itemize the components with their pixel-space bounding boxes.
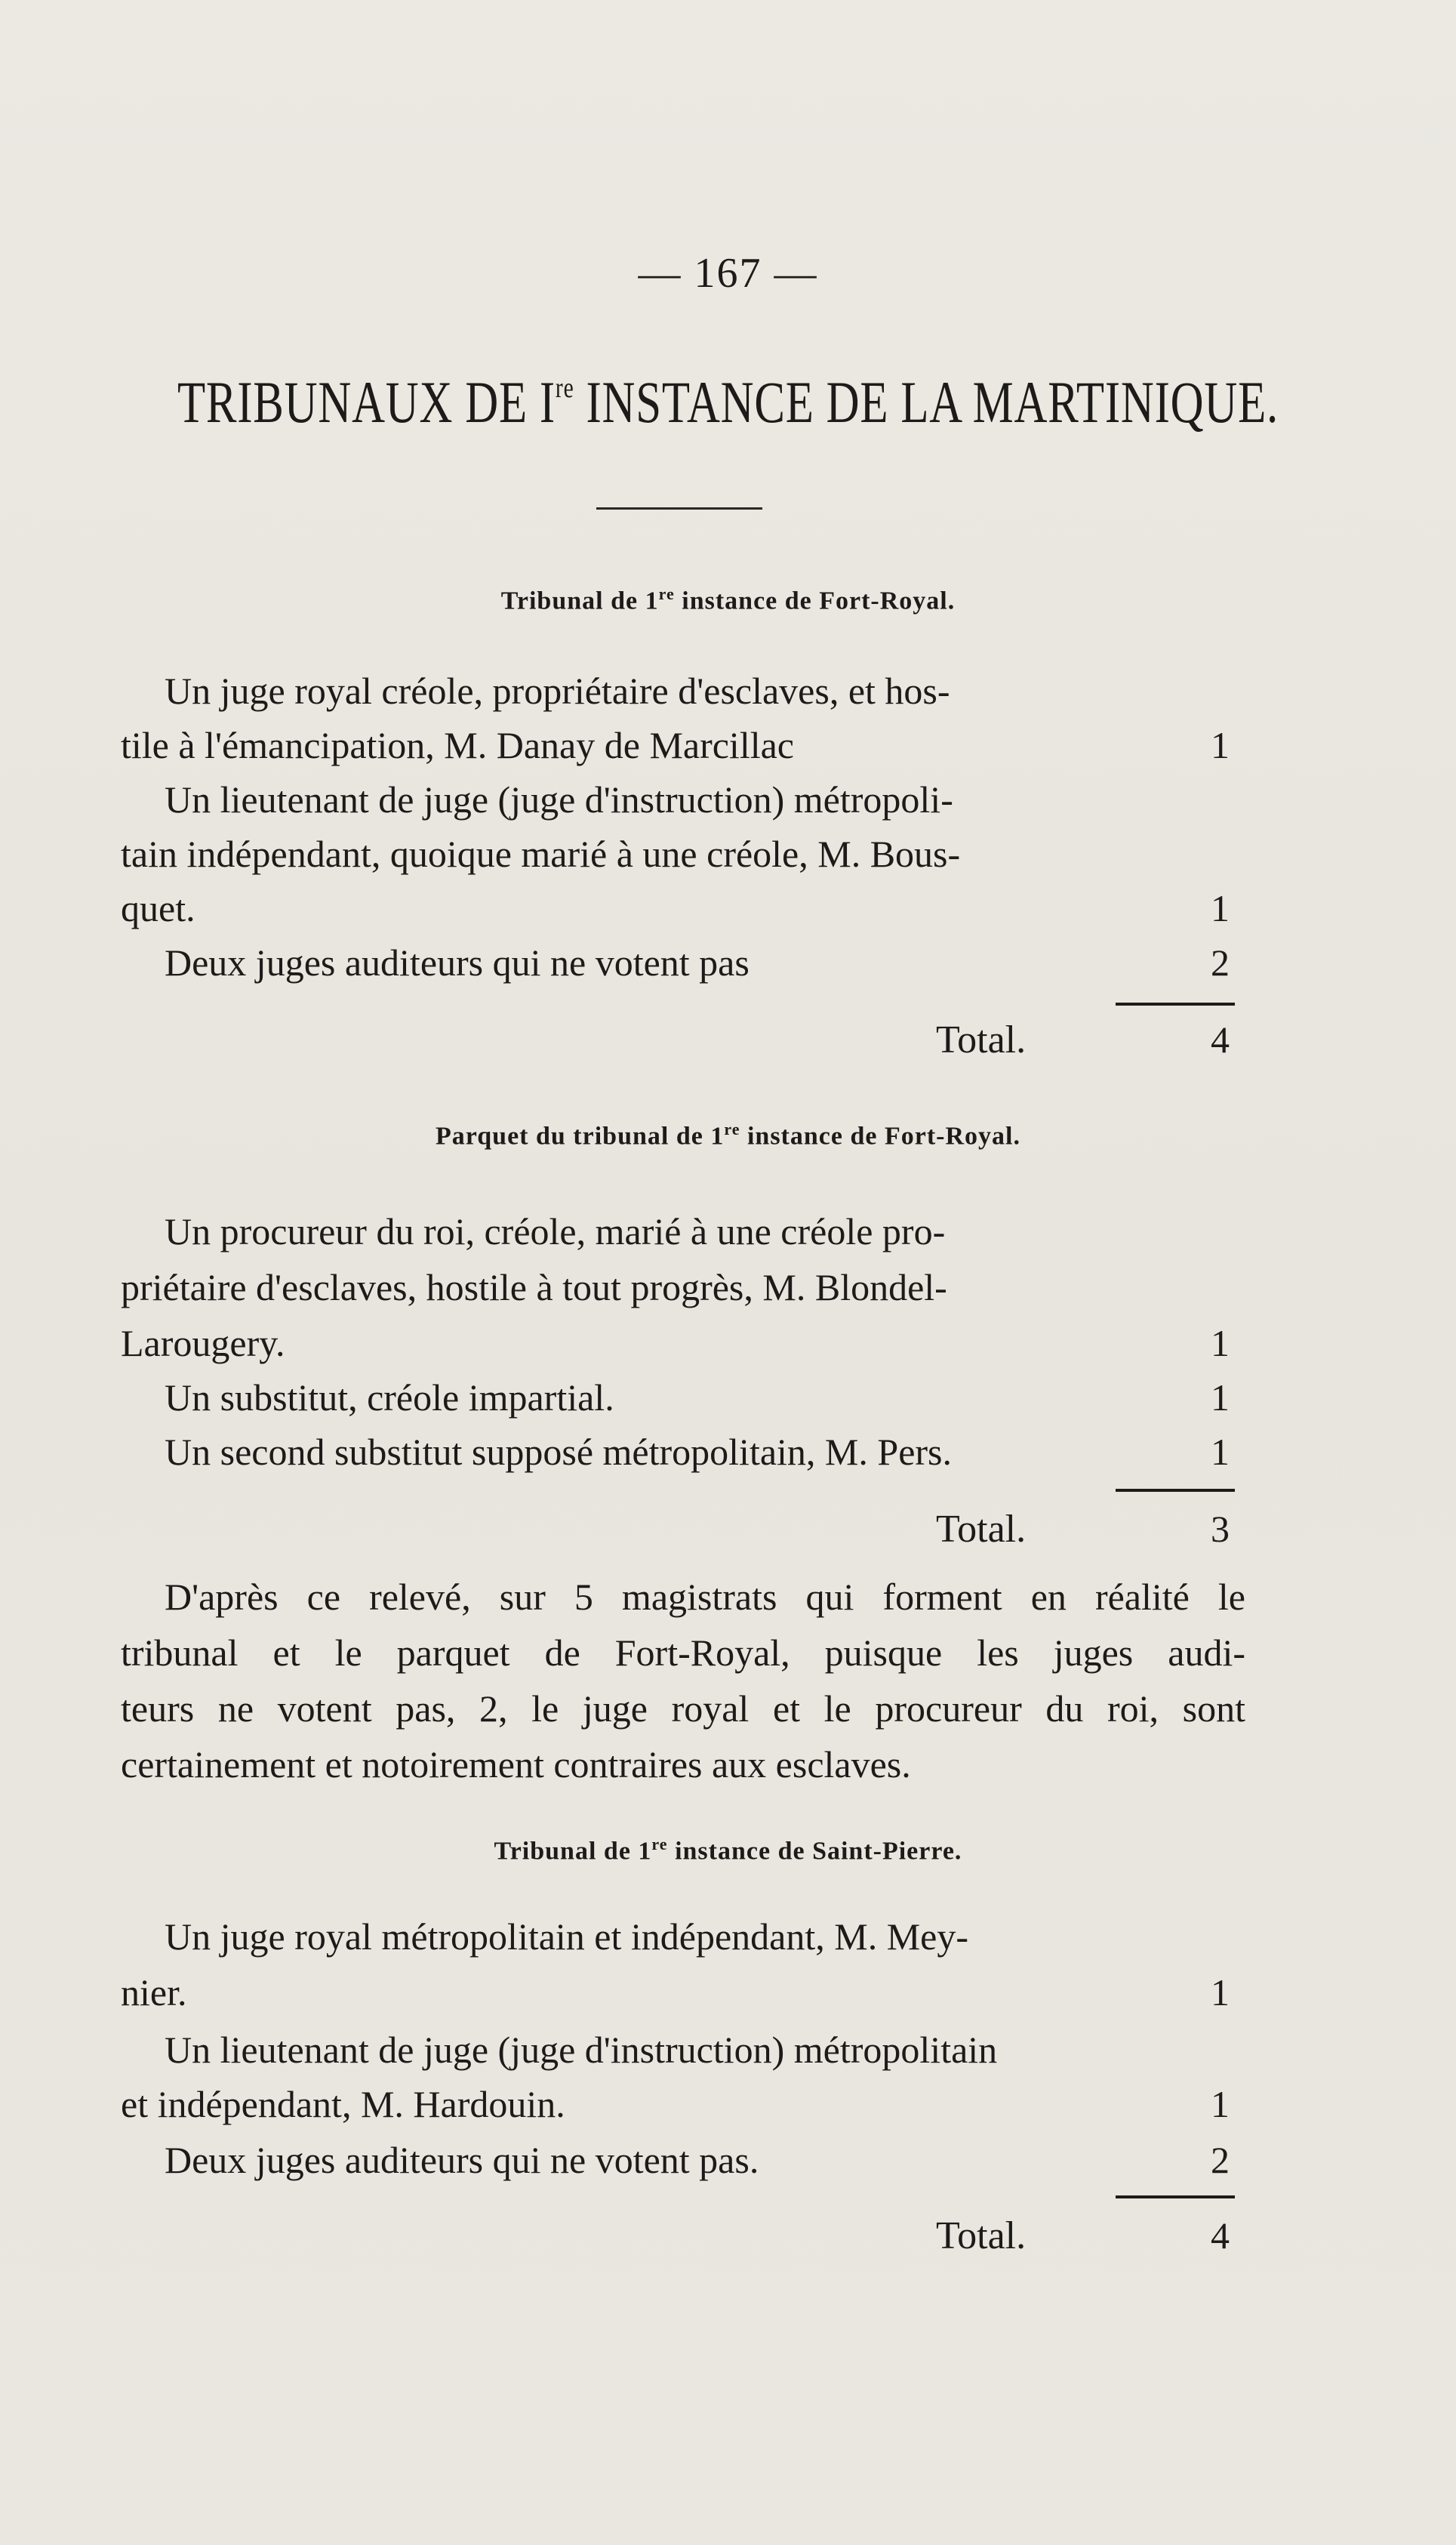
section-heading-superscript: re — [724, 1120, 740, 1138]
paragraph-line: tribunal et le parquet de Fort-Royal, puisque les juges audi- — [121, 1631, 1245, 1674]
section-heading-text: Tribunal de 1 — [500, 587, 659, 615]
section-heading-saint-pierre-tribunal — [0, 1835, 1456, 1866]
text-line: nier. — [121, 1971, 187, 2014]
text-line: Un lieutenant de juge (juge d'instruction) métropolitain — [165, 2029, 998, 2071]
section-heading-text: instance de Fort-Royal. — [674, 587, 956, 615]
text-line: Un juge royal créole, propriétaire d'esclaves, et hos- — [165, 670, 950, 712]
section-heading-text: Parquet du tribunal de 1 — [436, 1122, 725, 1151]
paragraph-line: teurs ne votent pas, 2, le juge royal et le procureur du roi, sont — [121, 1687, 1245, 1730]
text-line: Larougery. — [121, 1322, 285, 1364]
text-line: et indépendant, M. Hardouin. — [121, 2083, 565, 2125]
count-value: 1 — [1211, 887, 1230, 929]
text-line: Un procureur du roi, créole, marié à une créole pro- — [165, 1210, 946, 1252]
paragraph-line: D'après ce relevé, sur 5 magistrats qui forment en réalité le — [165, 1576, 1245, 1618]
count-value: 1 — [1211, 1431, 1230, 1473]
text-line: tile à l'émancipation, M. Danay de Marcillac — [121, 724, 794, 766]
main-title-part: INSTANCE DE LA MARTINIQUE. — [574, 369, 1279, 435]
total-label: Total. — [936, 1018, 1027, 1061]
sum-rule — [1116, 1003, 1235, 1006]
text-line: Un substitut, créole impartial. — [165, 1376, 614, 1419]
main-title — [160, 368, 1296, 436]
page-number: — 167 — — [638, 250, 818, 297]
text-line: tain indépendant, quoique marié à une créole, M. Bous- — [121, 833, 961, 875]
section-heading-text: Tribunal de 1 — [494, 1837, 652, 1866]
main-title-superscript: re — [555, 372, 574, 404]
section-heading-fort-royal-tribunal — [0, 584, 1456, 615]
total-value: 3 — [1211, 1508, 1230, 1550]
section-heading-text: instance de Saint-Pierre. — [667, 1837, 962, 1866]
total-value: 4 — [1211, 2214, 1230, 2257]
count-value: 1 — [1211, 724, 1230, 766]
text-line: Un second substitut supposé métropolitain, M. Pers. — [165, 1431, 952, 1473]
count-value: 2 — [1211, 941, 1230, 984]
section-heading-text: instance de Fort-Royal. — [740, 1122, 1020, 1151]
count-value: 2 — [1211, 2139, 1230, 2181]
text-line: Deux juges auditeurs qui ne votent pas. — [165, 2139, 759, 2181]
title-divider — [596, 507, 762, 510]
count-value: 1 — [1211, 2083, 1230, 2125]
text-line: Un lieutenant de juge (juge d'instruction) métropoli- — [165, 778, 953, 821]
text-line: Deux juges auditeurs qui ne votent pas — [165, 941, 750, 984]
section-heading-superscript: re — [658, 584, 675, 603]
sum-rule — [1116, 1489, 1235, 1492]
count-value: 1 — [1211, 1376, 1230, 1419]
total-label: Total. — [936, 1508, 1027, 1551]
section-heading-superscript: re — [651, 1835, 668, 1853]
section-heading-fort-royal-parquet — [0, 1120, 1456, 1151]
count-value: 1 — [1211, 1322, 1230, 1364]
text-line: quet. — [121, 887, 195, 929]
sum-rule — [1116, 2195, 1235, 2198]
count-value: 1 — [1211, 1971, 1230, 2014]
text-line: Un juge royal métropolitain et indépendant, M. Mey- — [165, 1915, 969, 1958]
total-value: 4 — [1211, 1018, 1230, 1061]
main-title-part: TRIBUNAUX DE I — [177, 369, 556, 435]
total-label: Total. — [936, 2214, 1027, 2257]
text-line: priétaire d'esclaves, hostile à tout progrès, M. Blondel- — [121, 1266, 947, 1308]
paragraph-line: certainement et notoirement contraires aux esclaves. — [121, 1743, 911, 1786]
